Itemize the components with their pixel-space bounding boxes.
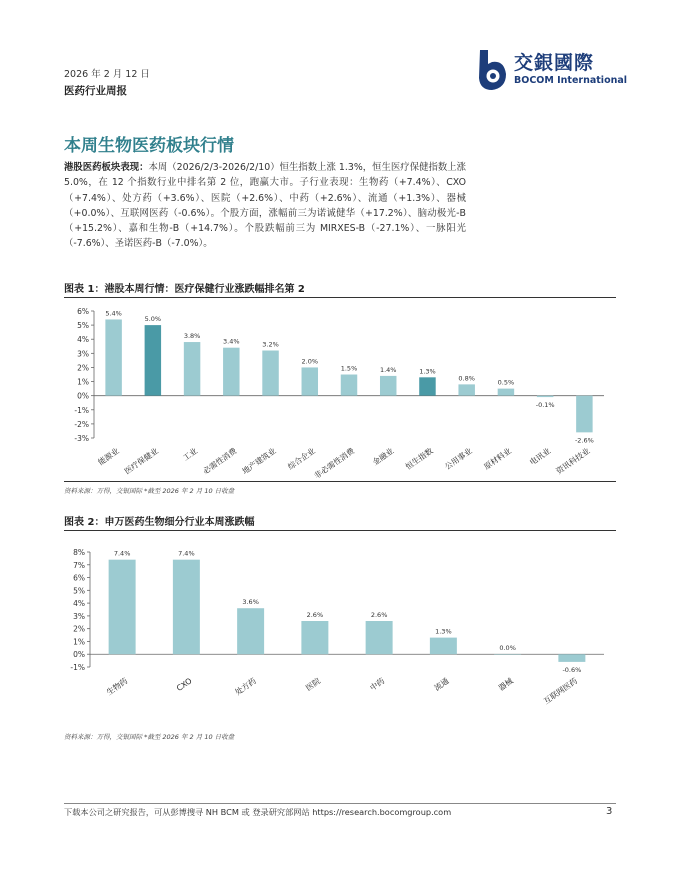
chart1-data-label: -2.6% (574, 436, 594, 445)
chart2-bar (366, 621, 393, 654)
chart2-y-tick-label: 0% (73, 650, 85, 660)
chart1-data-label: 0.8% (458, 374, 475, 383)
section-title: 本周生物医药板块行情 (64, 136, 234, 156)
chart1-data-label: 1.4% (379, 365, 397, 374)
chart1-data-label: 0.5% (497, 378, 515, 387)
paragraph-lead: 港股医药板块表现： (64, 162, 149, 173)
chart1-data-label: 2.0% (301, 357, 319, 366)
market-summary-paragraph (64, 160, 466, 252)
chart1-y-tick-label: 2% (77, 363, 89, 373)
chart2-y-tick-label: 1% (73, 637, 85, 647)
chart1-data-label: 1.3% (419, 367, 436, 376)
chart1-category-label: 恒生指数 (403, 446, 435, 472)
chart1-y-tick-label: -3% (74, 434, 89, 443)
bocom-logo-icon (474, 48, 510, 92)
chart1-bar (419, 377, 435, 395)
chart2-bar (301, 621, 328, 654)
chart1-data-label: 3.8% (183, 332, 201, 341)
chart1-bar (341, 375, 357, 396)
chart1-category-label: 非必需性消费 (312, 446, 357, 481)
chart2-category-label: 中药 (368, 676, 387, 693)
chart2-bar (558, 654, 585, 662)
chart2-y-tick-label: 4% (73, 599, 85, 609)
chart2-data-label: 2.6% (370, 611, 388, 619)
chart1-bar (537, 396, 553, 397)
chart1-bar (223, 348, 239, 396)
chart2-category-label: 流通 (432, 676, 451, 693)
chart1-data-label: -0.1% (535, 401, 555, 410)
chart1-bar (576, 396, 592, 433)
page-number: 3 (606, 806, 613, 817)
chart1-data-label: 3.4% (223, 337, 240, 346)
chart2-category-label: 器械 (496, 676, 515, 693)
chart2-y-tick-label: 7% (73, 560, 85, 570)
chart2-data-label: 1.3% (435, 627, 452, 636)
chart2-y-tick-label: 2% (73, 624, 85, 634)
chart1-bar (458, 384, 474, 395)
chart1-bar (302, 367, 318, 395)
chart1-category-label: 工业 (181, 446, 200, 463)
chart2-bar (237, 608, 264, 654)
logo-text-english: BOCOM International (514, 75, 628, 86)
chart2-data-label: -0.6% (562, 665, 582, 674)
chart2-bar (109, 560, 136, 655)
chart1-bar (184, 342, 200, 396)
chart1-y-tick-label: 5% (77, 321, 89, 331)
chart1-category-label: 公用事业 (443, 446, 474, 472)
chart1-bar (262, 351, 278, 396)
figure1-bottom-rule (64, 481, 616, 482)
chart1-bar (105, 319, 121, 395)
chart2-y-tick-label: 5% (73, 586, 85, 596)
chart1-bar (145, 325, 161, 396)
figure2-title: 图表 2：申万医药生物细分行业本周涨跌幅 (64, 517, 255, 528)
chart1-category-label: 综合企业 (286, 446, 317, 472)
chart1-category-label: 能源业 (96, 446, 121, 468)
logo-text-chinese: 交銀國際 (514, 52, 595, 74)
chart2-category-label: 生物药 (104, 676, 130, 698)
chart2-data-label: 0.0% (499, 644, 516, 653)
chart2-data-label: 7.4% (178, 549, 195, 558)
chart2-data-label: 2.6% (306, 611, 324, 619)
chart2-y-tick-label: 3% (73, 611, 85, 621)
chart1-category-label: 资讯科技业 (554, 446, 592, 476)
figure1-source: 资料来源：万得，交银国际 *截至 2026 年 2 月 10 日收盘 (64, 487, 235, 495)
chart1-y-tick-label: -1% (74, 405, 89, 415)
chart2-bar (494, 654, 521, 655)
chart2-bar (430, 638, 457, 655)
chart2-category-label: CXO (174, 676, 194, 694)
figure1-top-rule (64, 297, 616, 298)
chart1-bar (380, 376, 396, 396)
chart1-data-label: 1.5% (340, 364, 358, 373)
chart1-data-label: 5.4% (105, 309, 122, 318)
paragraph-body: 本周（2026/2/3-2026/2/10）恒生指数上涨 1.3%，恒生医疗保健指数上涨 5.0%，在 12 个指数行业中排名第 2 位，跑赢大市。子行业表现：生物药（+7.4%）、CXO（+7.4%）、处方药（+3.6%）、医院（+2.6%）、中药（+2.6%）、流通（+1.3%）、器械（+0.0%）、互联网医药（-0.6%）。个股方面，涨幅前三为诺诚健华（+17.2%）、脑动极光-B（+15.2%）、嘉和生物-B（+14.7%）。个股跌幅前三为 MIRXES-B（-27.1%）、一脉阳光（-7.6%）、圣诺医药-B（-7.0%）。 (64, 162, 466, 250)
chart1-y-tick-label: 4% (77, 335, 89, 345)
chart1-y-tick-label: -2% (74, 419, 89, 429)
chart1-y-tick-label: 6% (77, 307, 89, 316)
chart1-category-label: 原材料业 (482, 446, 514, 472)
chart1-category-label: 必需性消费 (201, 446, 239, 476)
figure2-source: 资料来源：万得，交银国际 *截至 2026 年 2 月 10 日收盘 (64, 733, 235, 741)
chart1-data-label: 3.2% (262, 340, 279, 349)
chart1-category-label: 金融业 (371, 446, 396, 468)
chart2-category-label: 互联网医药 (541, 676, 580, 706)
chart2-data-label: 3.6% (242, 598, 259, 607)
chart2-y-tick-label: 8% (73, 548, 85, 557)
chart2-y-tick-label: 6% (73, 573, 85, 583)
footer-rule (64, 803, 616, 804)
chart1-data-label: 5.0% (144, 315, 162, 324)
chart2-data-label: 7.4% (113, 549, 131, 558)
chart2-category-label: 处方药 (233, 676, 258, 698)
figure2-top-rule (64, 530, 616, 531)
chart1-category-label: 医疗保健业 (122, 446, 160, 476)
figure1-title: 图表 1：港股本周行情：医疗保健行业涨跌幅排名第 2 (64, 284, 305, 295)
chart1-y-tick-label: 0% (77, 391, 89, 401)
chart1-y-tick-label: 1% (77, 377, 89, 387)
chart1-y-tick-label: 3% (77, 349, 89, 359)
chart1-category-label: 电讯业 (527, 446, 553, 468)
footer-text: 下载本公司之研究报告，可从彭博搜寻 NH BCM 或 登录研究部网站 https://research.bocomgroup.com (64, 807, 452, 817)
chart2-y-tick-label: -1% (70, 663, 85, 672)
chart2-bar (173, 560, 200, 655)
report-date: 2026 年 2 月 12 日 (64, 69, 150, 80)
chart2-category-label: 医院 (304, 676, 323, 693)
chart1-bar (498, 389, 514, 396)
chart1-category-label: 地产建筑业 (240, 446, 278, 476)
report-title: 医药行业周报 (64, 85, 127, 97)
bocom-logo (474, 48, 628, 92)
